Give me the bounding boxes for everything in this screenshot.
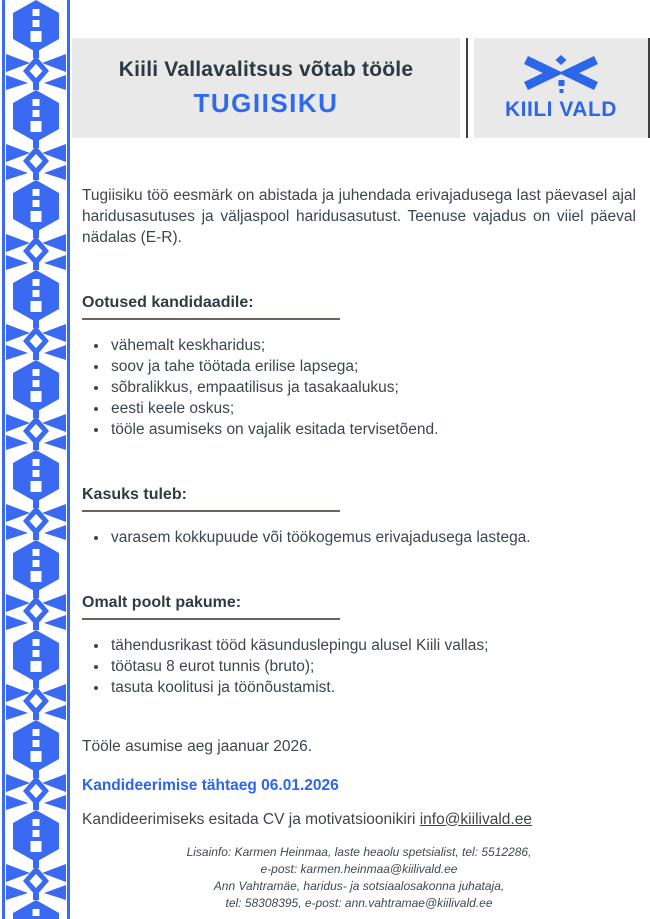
list-item: • eesti keele oskus; xyxy=(109,398,636,419)
logo-box xyxy=(474,38,650,138)
advantages-list xyxy=(82,527,636,548)
deadline-text: Kandideerimise tähtaeg 06.01.2026 xyxy=(82,777,339,794)
body-area xyxy=(72,185,650,912)
list-item: • tasuta koolitusi ja töönõustamist. xyxy=(109,677,636,698)
expectations-list xyxy=(82,335,636,440)
list-item: • varasem kokkupuude või töökogemus erivajadusega lastega. xyxy=(109,527,636,548)
contact-line: e-post: karmen.heinmaa@kiilivald.ee xyxy=(260,862,458,876)
apply-email-link[interactable]: info@kiilivald.ee xyxy=(419,810,532,828)
list-item: • tähendusrikast tööd käsunduslepingu alusel Kiili vallas; xyxy=(109,635,636,656)
start-date-text: Tööle asumise aeg jaanuar 2026. xyxy=(82,738,313,755)
logo-text: KIILI VALD xyxy=(505,98,617,121)
offer-list xyxy=(82,635,636,698)
list-item: • töötasu 8 eurot tunnis (bruto); xyxy=(109,656,636,677)
contact-line: Lisainfo: Karmen Heinmaa, laste heaolu spetsialist, tel: 5512286, xyxy=(186,845,532,859)
header xyxy=(72,38,650,138)
contact-line: tel: 58308395, e-post: ann.vahtramae@kiilivald.ee xyxy=(225,896,493,910)
list-item: • sõbralikkus, empaatilisus ja tasakaalukus; xyxy=(109,377,636,398)
dragonfly-icon xyxy=(523,54,599,94)
folk-pattern-icon xyxy=(0,0,72,919)
folk-pattern-border xyxy=(0,0,72,919)
intro-paragraph: Tugiisiku töö eesmärk on abistada ja juhendada erivajadusega last päevasel ajal haridusasutuses ja väljaspool haridusasutust. Teenuse vajadus on viiel päeval nädalas (E-R). xyxy=(82,187,636,246)
header-title-box xyxy=(72,38,460,138)
list-item: • soov ja tahe töötada erilise lapsega; xyxy=(109,356,636,377)
ad-content xyxy=(72,0,650,919)
ad-title: Kiili Vallavalitsus võtab tööle xyxy=(118,57,414,81)
list-item: • vähemalt keskharidus; xyxy=(109,335,636,356)
list-item: • tööle asumiseks on vajalik esitada tervisetõend. xyxy=(109,419,636,440)
section-heading-expectations: Ootused kandidaadile: xyxy=(82,294,340,320)
apply-text: Kandideerimiseks esitada CV ja motivatsioonikiri xyxy=(82,810,420,828)
section-heading-advantages: Kasuks tuleb: xyxy=(82,486,340,512)
section-heading-offer: Omalt poolt pakume: xyxy=(82,594,340,620)
contact-line: Ann Vahtramäe, haridus- ja sotsiaalosakonna juhataja, xyxy=(213,879,505,893)
ad-position-title: TUGIISIKU xyxy=(193,87,339,118)
apply-instructions xyxy=(82,811,636,829)
contact-info xyxy=(82,844,636,912)
